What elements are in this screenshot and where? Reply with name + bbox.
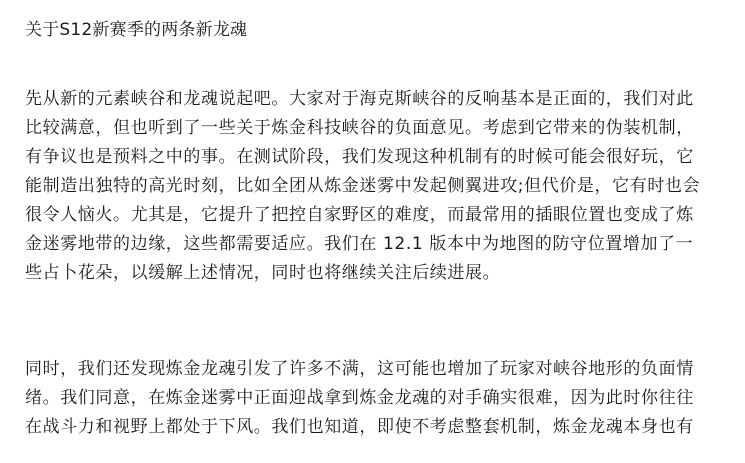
paragraph-line: 绪。我们同意，在炼金迷雾中正面迎战拿到炼金龙魂的对手确实很难，因为此时你往往 — [25, 388, 694, 408]
paragraph-line: 能制造出独特的高光时刻，比如全团从炼金迷雾中发起侧翼进攻;但代价是，它有时也会 — [25, 176, 701, 196]
paragraph-line: 些占卜花朵，以缓解上述情况，同时也将继续关注后续进展。 — [25, 263, 501, 283]
paragraph-line: 先从新的元素峡谷和龙魂说起吧。大家对于海克斯峡谷的反响基本是正面的，我们对此 — [25, 89, 694, 109]
paragraph-line: 比较满意，但也听到了一些关于炼金科技峡谷的负面意见。考虑到它带来的伪装机制， — [25, 118, 694, 138]
paragraph-1 — [25, 85, 700, 288]
paragraph-2 — [25, 355, 694, 442]
article-title: 关于S12新赛季的两条新龙魂 — [25, 20, 248, 40]
paragraph-line: 金迷雾地带的边缘，这些都需要适应。我们在 12.1 版本中为地图的防守位置增加了一 — [25, 234, 694, 254]
paragraph-line: 很令人恼火。尤其是，它提升了把控自家野区的难度，而最常用的插眼位置也变成了炼 — [25, 205, 694, 225]
paragraph-line: 在战斗力和视野上都处于下风。我们也知道，即使不考虑整套机制，炼金龙魂本身也有 — [25, 417, 694, 437]
paragraph-line: 有争议也是预料之中的事。在测试阶段，我们发现这种机制有的时候可能会很好玩，它 — [25, 147, 694, 167]
paragraph-line: 同时，我们还发现炼金龙魂引发了许多不满，这可能也增加了玩家对峡谷地形的负面情 — [25, 359, 694, 379]
